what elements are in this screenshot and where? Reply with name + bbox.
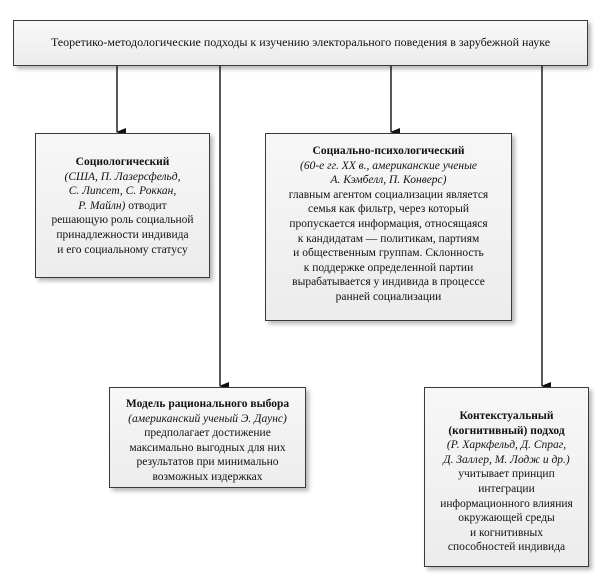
- contextual-cognitive-approach-box: [424, 387, 589, 567]
- rational-title: Модель рационального выбора: [125, 398, 290, 410]
- contextual-authors-line-1: (Р. Харкфельд, Д. Спраг,: [446, 439, 567, 452]
- rational-body-line-1: предполагает достижение: [144, 427, 271, 440]
- sociological-body-line-2: принадлежности индивида: [56, 228, 189, 241]
- sociological-title: Социологический: [75, 156, 170, 168]
- contextual-body-line-3: информационного влияния: [440, 497, 573, 510]
- contextual-body-line-4: окружающей среды: [458, 512, 555, 525]
- sociopsych-title: Социально-психологический: [312, 145, 465, 157]
- sociopsych-body-line-4: к кандидатам — политикам, партиям: [297, 232, 480, 245]
- sociopsych-authors-line-2: А. Кэмбелл, П. Конверс): [330, 174, 447, 187]
- contextual-body-line-5: и когнитивных: [469, 526, 544, 539]
- rational-body-line-3: результатов при минимально: [136, 456, 279, 469]
- sociological-authors-line-3-italic: Р. Майлн): [78, 199, 126, 212]
- sociopsych-body-line-3: пропускается информация, относящаяся: [289, 217, 488, 230]
- sociopsych-body-line-7: вырабатывается у индивида в процессе: [292, 276, 485, 289]
- sociopsych-authors-line-1: (60-е гг. ХХ в., американские ученые: [300, 159, 477, 172]
- contextual-body-line-2: интеграции: [478, 482, 535, 495]
- contextual-authors-line-2: Д. Заллер, М. Лодж и др.): [443, 453, 570, 466]
- main-topic-title: Теоретико-методологические подходы к изучению электорального поведения в зарубежной науке: [50, 35, 551, 49]
- contextual-body-line-6: способностей индивида: [447, 541, 566, 554]
- rational-choice-model-box: [109, 387, 306, 488]
- sociopsych-body-line-2: семья как фильтр, через который: [308, 203, 469, 216]
- contextual-body-line-1: учитывает принцип: [458, 468, 555, 481]
- sociological-inline-tail: отводит: [125, 199, 167, 212]
- sociological-authors-line-3: [42, 199, 203, 214]
- sociopsych-body-line-5: и общественным группам. Склонность: [293, 247, 484, 260]
- sociological-approach-box: [35, 133, 210, 278]
- sociological-authors-line-2: С. Липсет, С. Роккан,: [68, 185, 177, 198]
- contextual-title-line-2: (когнитивный) подход: [448, 424, 565, 437]
- sociological-authors-line-1: (США, П. Лазерсфельд,: [64, 170, 181, 183]
- main-topic-box: [13, 20, 588, 66]
- rational-body-line-2: максимально выгодных для них: [129, 441, 286, 454]
- socio-psychological-approach-box: [265, 133, 512, 321]
- sociological-body-line-3: и его социальному статусу: [57, 243, 188, 256]
- sociological-body-line-1: решающую роль социальной: [51, 214, 194, 227]
- sociopsych-body-line-8: ранней социализации: [335, 290, 442, 303]
- contextual-title-line-1: Контекстуальный: [459, 410, 554, 422]
- rational-body-line-4: возможных издержках: [152, 470, 263, 483]
- sociopsych-body-line-6: к поддержке определенной партии: [303, 261, 474, 274]
- rational-authors-line-1: (американский ученый Э. Даунс): [128, 412, 287, 425]
- sociopsych-body-line-1: главным агентом социализации является: [288, 188, 489, 201]
